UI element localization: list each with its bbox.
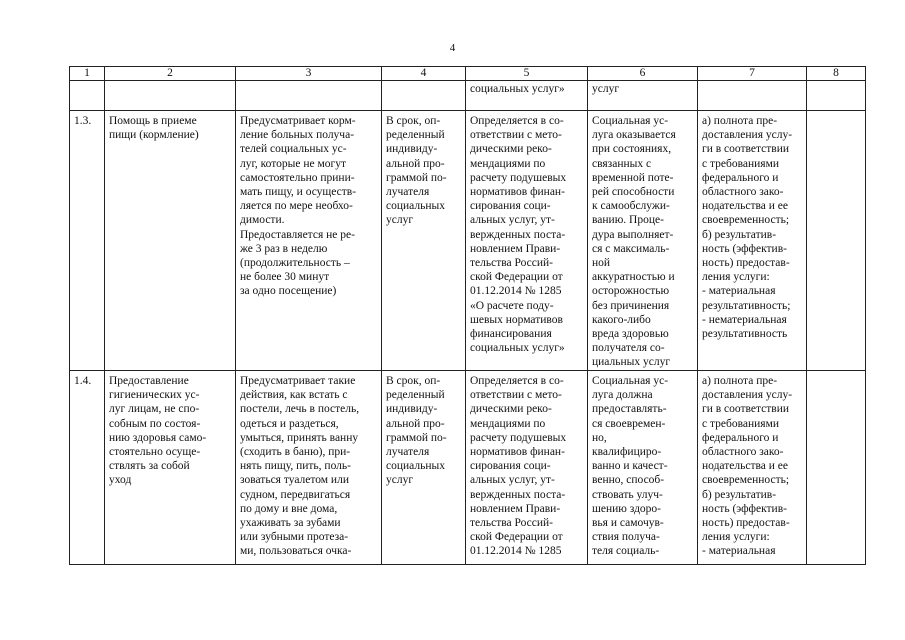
cell-text-line: ванно и качест- — [592, 460, 668, 473]
cell-text-line: социальных — [386, 460, 445, 473]
cell-text-line: областного зако- — [702, 186, 784, 199]
cell-text-line: зоваться туалетом или — [240, 474, 349, 487]
cell-text-line: ответствии с мето- — [470, 389, 562, 402]
header-cell: 8 — [807, 67, 866, 81]
cell-text-line: сирования соци- — [470, 460, 551, 473]
cell-text-line: вья и самочув- — [592, 517, 664, 530]
cell-text-line: или зубными протеза- — [240, 531, 349, 544]
cell-text-line: граммой по- — [386, 431, 447, 444]
page-number: 4 — [449, 42, 456, 54]
table-row — [70, 111, 866, 371]
cell-text-line: Предусматривает такие — [240, 375, 356, 387]
cell-text-line: пищи (кормление) — [109, 129, 199, 142]
table-cell — [382, 81, 466, 111]
cell-text-line: альных услуг, ут- — [470, 474, 555, 487]
cell-text-line: а) полнота пре- — [702, 115, 778, 127]
table-row — [70, 371, 866, 565]
header-cell: 2 — [105, 67, 236, 81]
header-row — [70, 67, 866, 81]
cell-text-line: ской Федерации от — [470, 531, 563, 544]
cell-text-line: расчету подушевых — [470, 171, 567, 184]
cell-text-line: тельства Россий- — [470, 517, 553, 530]
cell-text-line: Социальная ус- — [592, 375, 669, 387]
cell-text-line: уход — [109, 474, 132, 487]
cell-text-line: ления услуги: — [702, 531, 770, 544]
cell-text-line: дическими реко- — [470, 403, 552, 416]
cell-text-line: ность) предостав- — [702, 257, 790, 270]
service-name — [105, 111, 236, 371]
cell-text-line: расчету подушевых — [470, 431, 567, 444]
cell-text-line: димости. — [240, 214, 285, 227]
cell-text-line: связанных с — [592, 157, 652, 170]
cell-text-line: финансирования — [470, 328, 552, 341]
cell-text-line: без причинения — [592, 299, 670, 312]
cell-text-line: луг лицам, не спо- — [109, 403, 200, 416]
cell-text-line: ления услуги: — [702, 271, 770, 284]
cell-text-line: результативность — [702, 328, 788, 341]
cell-text-line: нормативов финан- — [470, 186, 565, 199]
service-conditions — [588, 371, 698, 565]
cell-text-line: ствлять за собой — [109, 460, 190, 473]
cell-text-line: областного зако- — [702, 446, 784, 459]
cell-text-line: ределенный — [386, 129, 445, 142]
service-number: 1.3. — [70, 111, 105, 371]
cell-text-line: судном, передвигаться — [240, 488, 351, 501]
cell-text-line: ся с максималь- — [592, 242, 670, 255]
cell-text-line: получателя со- — [592, 342, 665, 355]
cell-text-line: шевых нормативов — [470, 313, 563, 326]
cell-text-line: новлением Прави- — [470, 502, 561, 515]
service-term — [382, 371, 466, 565]
header-cell: 6 — [588, 67, 698, 81]
cell-text-line: предоставлять- — [592, 403, 667, 416]
conditions-continuation: услуг — [588, 81, 698, 111]
cell-text-line: альной про- — [386, 417, 445, 430]
cell-text-line: а) полнота пре- — [702, 375, 778, 387]
cell-text-line: федерального и — [702, 171, 779, 184]
cell-text-line: Социальная ус- — [592, 115, 669, 127]
service-indicators — [698, 371, 807, 565]
cell-text-line: ствовать улуч- — [592, 488, 663, 501]
cell-text-line: мендациями по — [470, 417, 546, 430]
cell-text-line: одеться и раздеться, — [240, 417, 339, 430]
cell-text-line: не более 30 минут — [240, 271, 330, 284]
cell-text-line: постели, лечь в постель, — [240, 403, 360, 416]
cell-text-line: доставления услу- — [702, 389, 793, 402]
cell-text-line: вержденных поста- — [470, 488, 566, 501]
table-cell — [807, 81, 866, 111]
cell-text-line: дическими реко- — [470, 143, 552, 156]
cell-text-line: своевременность; — [702, 474, 790, 487]
cell-text-line: вержденных поста- — [470, 228, 566, 241]
cell-text-line: 01.12.2014 № 1285 — [470, 285, 562, 298]
cell-text-line: шению здоро- — [592, 502, 661, 515]
services-table — [69, 66, 866, 565]
cell-text-line: Определяется в со- — [470, 115, 564, 127]
cell-text-line: мать пищу, и осуществ- — [240, 186, 357, 199]
service-description — [236, 111, 382, 371]
cell-text-line: ствия получа- — [592, 531, 660, 544]
cell-text-line: Предусматривает корм- — [240, 115, 356, 127]
cell-text-line: - материальная — [702, 285, 776, 298]
cell-text-line: же 3 раз в неделю — [240, 242, 328, 255]
cell-text-line: граммой по- — [386, 171, 447, 184]
cell-text-line: В срок, оп- — [386, 375, 441, 387]
cell-text-line: ской Федерации от — [470, 271, 563, 284]
cell-text-line: альной про- — [386, 157, 445, 170]
cell-text-line: при состояниях, — [592, 143, 672, 156]
cell-text-line: стоятельно осуще- — [109, 446, 201, 459]
cell-text-line: дура выполняет- — [592, 228, 674, 241]
service-cost — [466, 371, 588, 565]
cell-text-line: - нематериальная — [702, 313, 787, 326]
cell-text-line: (сходить в баню), при- — [240, 446, 351, 459]
cell-text-line: луга оказывается — [592, 129, 676, 142]
cell-text-line: ной — [592, 257, 611, 270]
cell-text-line: альных услуг, ут- — [470, 214, 555, 227]
cell-text-line: «О расчете поду- — [470, 299, 554, 312]
cell-text-line: 01.12.2014 № 1285 — [470, 545, 562, 558]
cell-text-line: венно, способ- — [592, 474, 665, 487]
cell-text-line: нию здоровья само- — [109, 431, 207, 444]
header-cell: 5 — [466, 67, 588, 81]
service-name — [105, 371, 236, 565]
cell-text-line: индивиду- — [386, 403, 438, 416]
cell-text-line: услуг — [386, 474, 414, 487]
cell-text-line: телей социальных ус- — [240, 143, 347, 156]
cell-text-line: услуг — [386, 214, 414, 227]
cell-text-line: результативность; — [702, 299, 791, 312]
cell-text-line: ность (эффектив- — [702, 502, 787, 515]
cell-text-line: умыться, принять ванну — [240, 431, 359, 444]
cell-text-line: осторожностью — [592, 285, 670, 298]
cell-text-line: ги в соответствии — [702, 403, 790, 416]
cell-text-line: ляется по мере необхо- — [240, 200, 353, 213]
table-cell — [236, 81, 382, 111]
service-number: 1.4. — [70, 371, 105, 565]
cell-text-line: лучателя — [386, 186, 430, 199]
cell-text-line: (продолжительность – — [240, 257, 350, 270]
cell-text-line: индивиду- — [386, 143, 438, 156]
cell-text-line: новлением Прави- — [470, 242, 561, 255]
service-description — [236, 371, 382, 565]
cell-text-line: б) результатив- — [702, 228, 777, 241]
cell-text-line: теля социаль- — [592, 545, 660, 558]
cell-text-line: мендациями по — [470, 157, 546, 170]
continuation-row — [70, 81, 866, 111]
cell-text-line: В срок, оп- — [386, 115, 441, 127]
cell-text-line: доставления услу- — [702, 129, 793, 142]
cell-text-line: нормативов финан- — [470, 446, 565, 459]
table-cell — [105, 81, 236, 111]
cell-text-line: циальных услуг — [592, 356, 671, 369]
table-cell — [698, 81, 807, 111]
cell-text-line: ность (эффектив- — [702, 242, 787, 255]
cell-text-line: гигиенических ус- — [109, 389, 200, 402]
table-cell — [70, 81, 105, 111]
cell-text-line: вреда здоровью — [592, 328, 669, 341]
cell-text-line: сирования соци- — [470, 200, 551, 213]
cell-text-line: к самообслужи- — [592, 200, 670, 213]
cell-text-line: с требованиями — [702, 157, 780, 170]
header-cell: 1 — [70, 67, 105, 81]
cell-text-line: аккуратностью и — [592, 271, 675, 284]
cell-text-line: тельства Россий- — [470, 257, 553, 270]
cell-text-line: - материальная — [702, 545, 776, 558]
cell-text-line: б) результатив- — [702, 488, 777, 501]
cell-text-line: ванию. Проце- — [592, 214, 664, 227]
service-conditions — [588, 111, 698, 371]
cell-text-line: луг, которые не могут — [240, 157, 346, 170]
cell-text-line: ги в соответствии — [702, 143, 790, 156]
cell-text-line: собным по состоя- — [109, 417, 201, 430]
cell-text-line: временной поте- — [592, 171, 674, 184]
service-term — [382, 111, 466, 371]
cell-text-line: действия, как встать с — [240, 389, 348, 402]
cell-text-line: нодательства и ее — [702, 460, 788, 473]
cell-text-line: Помощь в приеме — [109, 115, 197, 127]
cell-text-line: ми, пользоваться очка- — [240, 545, 352, 558]
cell-text-line: с требованиями — [702, 417, 780, 430]
cell-text-line: федерального и — [702, 431, 779, 444]
header-cell: 4 — [382, 67, 466, 81]
cell-text-line: ся своевремен- — [592, 417, 666, 430]
service-indicators — [698, 111, 807, 371]
header-cell: 7 — [698, 67, 807, 81]
service-cost — [466, 111, 588, 371]
cell-text-line: ределенный — [386, 389, 445, 402]
cell-text-line: лучателя — [386, 446, 430, 459]
cost-continuation: социальных услуг» — [466, 81, 588, 111]
cell-text-line: луга должна — [592, 389, 653, 402]
service-note — [807, 371, 866, 565]
cell-text-line: своевременность; — [702, 214, 790, 227]
cell-text-line: самостоятельно прини- — [240, 171, 355, 184]
cell-text-line: квалифициро- — [592, 446, 662, 459]
header-cell: 3 — [236, 67, 382, 81]
cell-text-line: но, — [592, 431, 607, 444]
cell-text-line: рей способности — [592, 186, 675, 199]
cell-text-line: ность) предостав- — [702, 517, 790, 530]
cell-text-line: за одно посещение) — [240, 285, 337, 298]
cell-text-line: Предоставление — [109, 375, 189, 387]
cell-text-line: какого-либо — [592, 313, 651, 326]
cell-text-line: Предоставляется не ре- — [240, 228, 355, 241]
service-note — [807, 111, 866, 371]
cell-text-line: Определяется в со- — [470, 375, 564, 387]
cell-text-line: ление больных получа- — [240, 129, 355, 142]
cell-text-line: нять пищу, пить, поль- — [240, 460, 351, 473]
cell-text-line: ответствии с мето- — [470, 129, 562, 142]
cell-text-line: социальных — [386, 200, 445, 213]
cell-text-line: социальных услуг» — [470, 342, 565, 355]
cell-text-line: нодательства и ее — [702, 200, 788, 213]
cell-text-line: по дому и вне дома, — [240, 502, 338, 515]
cell-text-line: ухаживать за зубами — [240, 517, 341, 530]
